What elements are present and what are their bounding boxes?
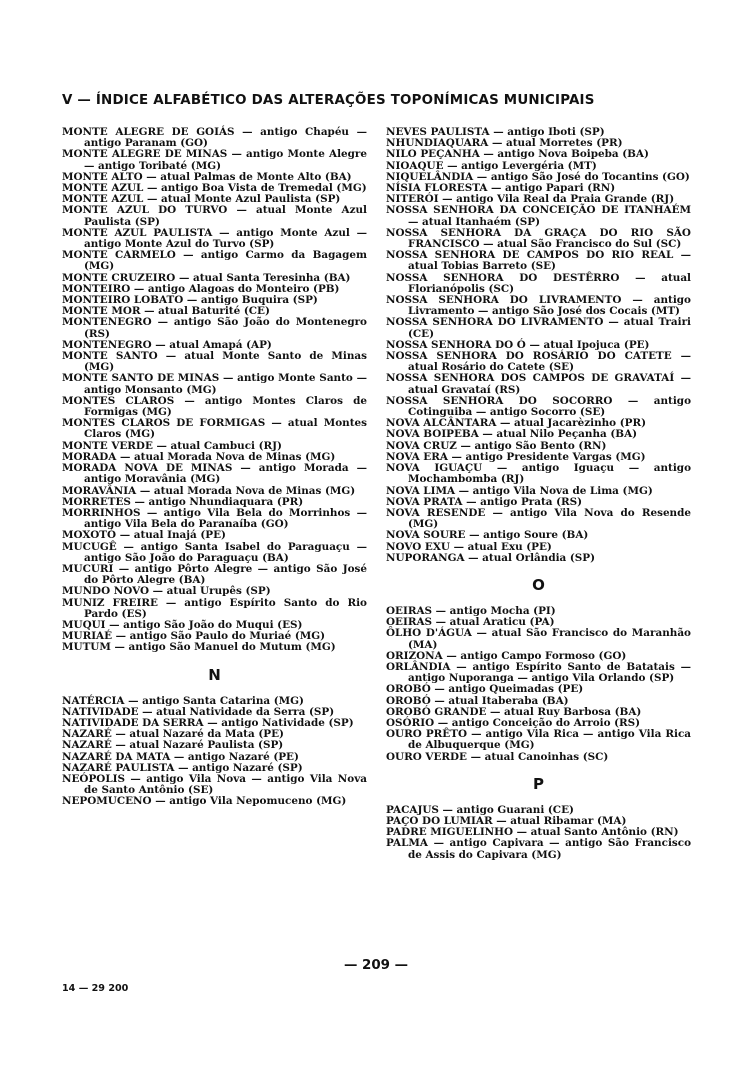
right-column (386, 127, 691, 861)
index-entry: MONTE AZUL DO TURVO — atual Monte Azul Paulista (SP) (62, 204, 367, 228)
index-entry: MUTUM — antigo São Manuel do Mutum (MG) (62, 641, 336, 654)
index-entry: MORRETES — antigo Nhundiaquara (PR) (62, 495, 304, 508)
index-entry: MONTE AZUL PAULISTA — antigo Monte Azul — antigo Monte Azul do Turvo (SP) (62, 226, 367, 251)
index-entry: MONTE ALEGRE DE MINAS — antigo Monte Alegre — antigo Toribaté (MG) (62, 148, 367, 172)
index-entry: NEVES PAULISTA — antigo Iboti (SP) (386, 126, 605, 138)
index-entry: NOVA BOIPEBA — atual Nilo Peçanha (BA) (386, 428, 638, 441)
index-entry: MONTEIRO LOBATO — antigo Buquira (SP) (62, 294, 318, 307)
index-entry: MONTE AZUL — antigo Boa Vista de Tremedal (MG) (62, 182, 367, 195)
page-number: — 209 — (343, 958, 409, 973)
index-entry: NIQUELÂNDIA — antigo São José do Tocantins (GO) (386, 170, 690, 183)
index-entry: NILO PEÇANHA — antigo Nova Boipeba (BA) (386, 148, 649, 161)
index-entry: NOVA IGUAÇU — antigo Iguaçu — antigo Mochambomba (RJ) (386, 462, 691, 486)
index-entry: MONTE CRUZEIRO — atual Santa Teresinha (BA) (62, 271, 351, 284)
index-entry: ORIZONA — antigo Campo Formoso (GO) (386, 649, 627, 662)
index-entry: PACAJUS — antigo Guarani (CE) (386, 803, 574, 816)
section-letter: P (533, 774, 544, 793)
index-entry: MONTE MOR — atual Baturité (CE) (62, 305, 270, 318)
index-entry: MORAVÂNIA — atual Morada Nova de Minas (MG) (62, 484, 356, 497)
index-entry: MONTENEGRO — atual Amapá (AP) (62, 338, 272, 351)
index-entry: NAZARÉ PAULISTA — antigo Nazaré (SP) (62, 761, 303, 774)
index-entry: MONTES CLAROS DE FORMIGAS — atual Montes Claros (MG) (62, 417, 367, 441)
left-column (62, 127, 367, 808)
index-entry: MONTE ALTO — atual Palmas de Monte Alto (BA) (62, 170, 352, 183)
index-entry: ÔLHO D'ÁGUA — atual São Francisco do Maranhão (MA) (386, 627, 691, 651)
index-entry: NOSSA SENHORA DO DESTÊRRO — atual Florianópolis (SC) (386, 271, 691, 295)
index-entry: MUNDO NOVO — atual Urupês (SP) (62, 585, 271, 598)
index-entry: NOVA ALCÂNTARA — atual Jacarèzinho (PR) (386, 417, 647, 430)
index-entry: OSÓRIO — antigo Conceição do Arroio (RS) (386, 716, 641, 729)
index-entry: NAZARÉ DA MATA — antigo Nazaré (PE) (62, 750, 299, 763)
index-entry: NOVA SOURE — antigo Soure (BA) (386, 529, 589, 542)
index-entry: MONTES CLAROS — antigo Montes Claros de Formigas (MG) (62, 394, 367, 419)
index-entry: PAÇO DO LUMIAR — atual Ribamar (MA) (386, 814, 627, 827)
index-entry: NATÉRCIA — antigo Santa Catarina (MG) (62, 694, 304, 707)
index-entry: MUCUGÊ — antigo Santa Isabel do Paraguaçu — antigo São João do Paraguaçu (BA) (62, 540, 367, 564)
index-entry: NOSSA SENHORA DO ROSÁRIO DO CATETE — atual Rosário do Catete (SE) (386, 350, 691, 374)
index-entry: NÍSIA FLORESTA — antigo Papari (RN) (386, 182, 616, 195)
index-entry: ORLÂNDIA — antigo Espírito Santo de Batatais — antigo Nuporanga — antigo Vila Orlando (SP) (386, 660, 691, 685)
index-entry: OEIRAS — antigo Mocha (PI) (386, 604, 556, 617)
index-entry: OURO VERDE — atual Canoinhas (SC) (386, 750, 609, 763)
page-title: V — ÍNDICE ALFABÉTICO DAS ALTERAÇÕES TOPONÍMICAS MUNICIPAIS (62, 93, 595, 108)
index-entry: MONTENEGRO — antigo São João do Montenegro (RS) (62, 316, 367, 340)
index-entry: NUPORANGA — atual Orlândia (SP) (386, 551, 596, 564)
index-entry: NATIVIDADE DA SERRA — antigo Natividade (SP) (62, 716, 354, 729)
index-entry: NOSSA SENHORA DOS CAMPOS DE GRAVATAÍ — atual Gravataí (RS) (386, 372, 691, 396)
index-entry: PADRE MIGUELINHO — atual Santo Antônio (RN) (386, 826, 679, 839)
index-entry: NOVA RESENDE — antigo Vila Nova do Resende (MG) (386, 506, 691, 531)
section-letter: N (208, 665, 221, 684)
footer-code: 14 — 29 200 (62, 983, 129, 994)
index-entry: NAZARÉ — atual Nazaré da Mata (PE) (62, 728, 284, 741)
index-entry: NOSSA SENHORA DA GRAÇA DO RIO SÃO FRANCISCO — atual São Francisco do Sul (SC) (386, 226, 691, 251)
index-entry: MONTE AZUL — atual Monte Azul Paulista (SP) (62, 193, 341, 206)
index-entry: NOVA ERA — antigo Presidente Vargas (MG) (386, 450, 646, 463)
index-entry: NIOAQUE — antigo Levergéria (MT) (386, 159, 597, 172)
index-entry: NAZARÉ — atual Nazaré Paulista (SP) (62, 739, 284, 752)
section-letter: O (532, 575, 545, 594)
index-entry: MURIAÉ — antigo São Paulo do Muriaé (MG) (62, 630, 326, 643)
index-entry: MONTE VERDE — atual Cambuci (RJ) (62, 439, 282, 452)
index-entry: MONTE CARMELO — antigo Carmo da Bagagem (MG) (62, 249, 367, 273)
index-entry: MOXOTÓ — atual Inajá (PE) (62, 529, 226, 542)
index-entry: NEÓPOLIS — antigo Vila Nova — antigo Vila Nova de Santo Antônio (SE) (62, 772, 367, 797)
index-entry: NOSSA SENHORA DO SOCORRO — antigo Cotinguiba — antigo Socorro (SE) (386, 394, 691, 419)
index-entry: NHUNDIAQUARA — atual Morretes (PR) (386, 137, 623, 150)
index-entry: MONTE ALEGRE DE GOIÁS — antigo Chapéu — antigo Paranam (GO) (62, 126, 367, 150)
index-entry: OURO PRÊTO — antigo Vila Rica — antigo Vila Rica de Albuquerque (MG) (386, 728, 691, 752)
index-entry: MORRINHOS — antigo Vila Bela do Morrinhos — antigo Vila Bela do Paranaíba (GO) (62, 506, 367, 531)
index-entry: MUQUI — antigo São João do Muqui (ES) (62, 618, 303, 631)
index-entry: NATIVIDADE — atual Natividade da Serra (SP) (62, 705, 335, 718)
index-entry: NOSSA SENHORA DO Ó — atual Ipojuca (PE) (386, 338, 650, 351)
index-entry: MORADA — atual Morada Nova de Minas (MG) (62, 450, 336, 463)
index-entry: MUNIZ FREIRE — antigo Espírito Santo do Rio Pardo (ES) (62, 596, 367, 620)
index-entry: NOSSA SENHORA DA CONCEIÇÃO DE ITANHAÉM — atual Itanhaém (SP) (386, 204, 691, 228)
index-entry: NEPOMUCENO — antigo Vila Nepomuceno (MG) (62, 795, 347, 808)
index-entry: NOSSA SENHORA DO LIVRAMENTO — atual Trairi (CE) (386, 316, 691, 340)
index-entry: NITERÓI — antigo Vila Real da Praia Grande (RJ) (386, 193, 675, 206)
index-entry: MORADA NOVA DE MINAS — antigo Morada — antigo Moravânia (MG) (62, 462, 367, 486)
index-entry: NOVO EXU — atual Exu (PE) (386, 540, 552, 553)
index-entry: OROBÓ — atual Itaberaba (BA) (386, 694, 569, 707)
index-entry: MUCURI — antigo Pôrto Alegre — antigo São José do Pôrto Alegre (BA) (62, 562, 367, 587)
index-entry: OROBÓ — antigo Queimadas (PE) (386, 683, 584, 696)
index-entry: OEIRAS — atual Araticu (PA) (386, 616, 555, 629)
index-entry: NOVA CRUZ — antigo São Bento (RN) (386, 439, 607, 452)
index-entry: NOVA LIMA — antigo Vila Nova de Lima (MG) (386, 484, 653, 497)
index-entry: MONTE SANTO DE MINAS — antigo Monte Santo — antigo Monsanto (MG) (62, 372, 367, 396)
index-entry: NOVA PRATA — antigo Prata (RS) (386, 495, 583, 508)
index-entry: NOSSA SENHORA DE CAMPOS DO RIO REAL — atual Tobias Barreto (SE) (386, 249, 691, 273)
index-entry: PALMA — antigo Capivara — antigo São Francisco de Assis do Capivara (MG) (386, 837, 691, 861)
index-entry: OROBÓ GRANDE — atual Ruy Barbosa (BA) (386, 705, 642, 718)
index-entry: MONTEIRO — antigo Alagoas do Monteiro (PB) (62, 282, 340, 295)
index-entry: NOSSA SENHORA DO LIVRAMENTO — antigo Livramento — antigo São José dos Cocais (MT) (386, 294, 691, 318)
index-entry: MONTE SANTO — atual Monte Santo de Minas (MG) (62, 350, 367, 374)
